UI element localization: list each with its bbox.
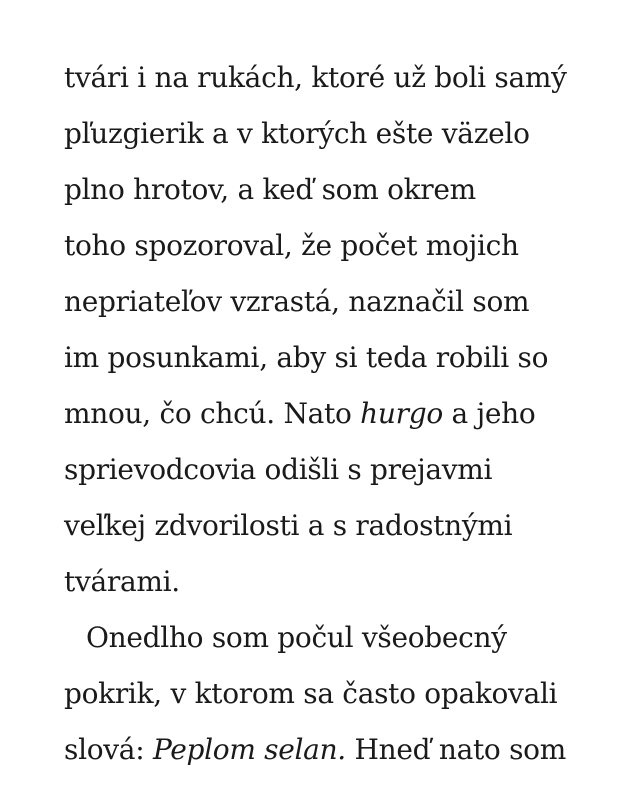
text-line	[64, 274, 624, 330]
text-run: slová:	[64, 733, 153, 766]
text-run: a jeho	[442, 397, 536, 430]
text-run: veľkej zdvorilosti a s radostnými	[64, 509, 513, 542]
text-line-paragraph-start	[64, 610, 624, 666]
text-line	[64, 442, 624, 498]
text-line	[64, 554, 624, 610]
text-line	[64, 666, 624, 722]
text-run: mnou, čo chcú. Nato	[64, 397, 361, 430]
text-line	[64, 106, 624, 162]
text-line	[64, 218, 624, 274]
text-line	[64, 498, 624, 554]
italic-run: hurgo	[360, 397, 443, 430]
italic-run: Peplom selan.	[152, 733, 346, 766]
text-run: plno hrotov, a keď som okrem	[64, 173, 476, 206]
text-line	[64, 330, 624, 386]
text-run: tvárami.	[64, 565, 180, 598]
text-run: sprievodcovia odišli s prejavmi	[64, 453, 493, 486]
text-line	[64, 50, 624, 106]
text-run: tvári i na rukách, ktoré už boli samý	[64, 61, 567, 94]
text-run: pokrik, v ktorom sa často opakovali	[64, 677, 558, 710]
book-page	[64, 50, 624, 778]
text-line	[64, 162, 624, 218]
text-run: im posunkami, aby si teda robili so	[64, 341, 549, 374]
text-run: nepriateľov vzrastá, naznačil som	[64, 285, 530, 318]
text-run: toho spozoroval, že počet mojich	[64, 229, 519, 262]
text-line	[64, 722, 624, 778]
text-run: Hneď nato som	[345, 733, 566, 766]
text-run: Onedlho som počul všeobecný	[86, 621, 507, 654]
text-line	[64, 386, 624, 442]
text-run: pľuzgierik a v ktorých ešte väzelo	[64, 117, 530, 150]
